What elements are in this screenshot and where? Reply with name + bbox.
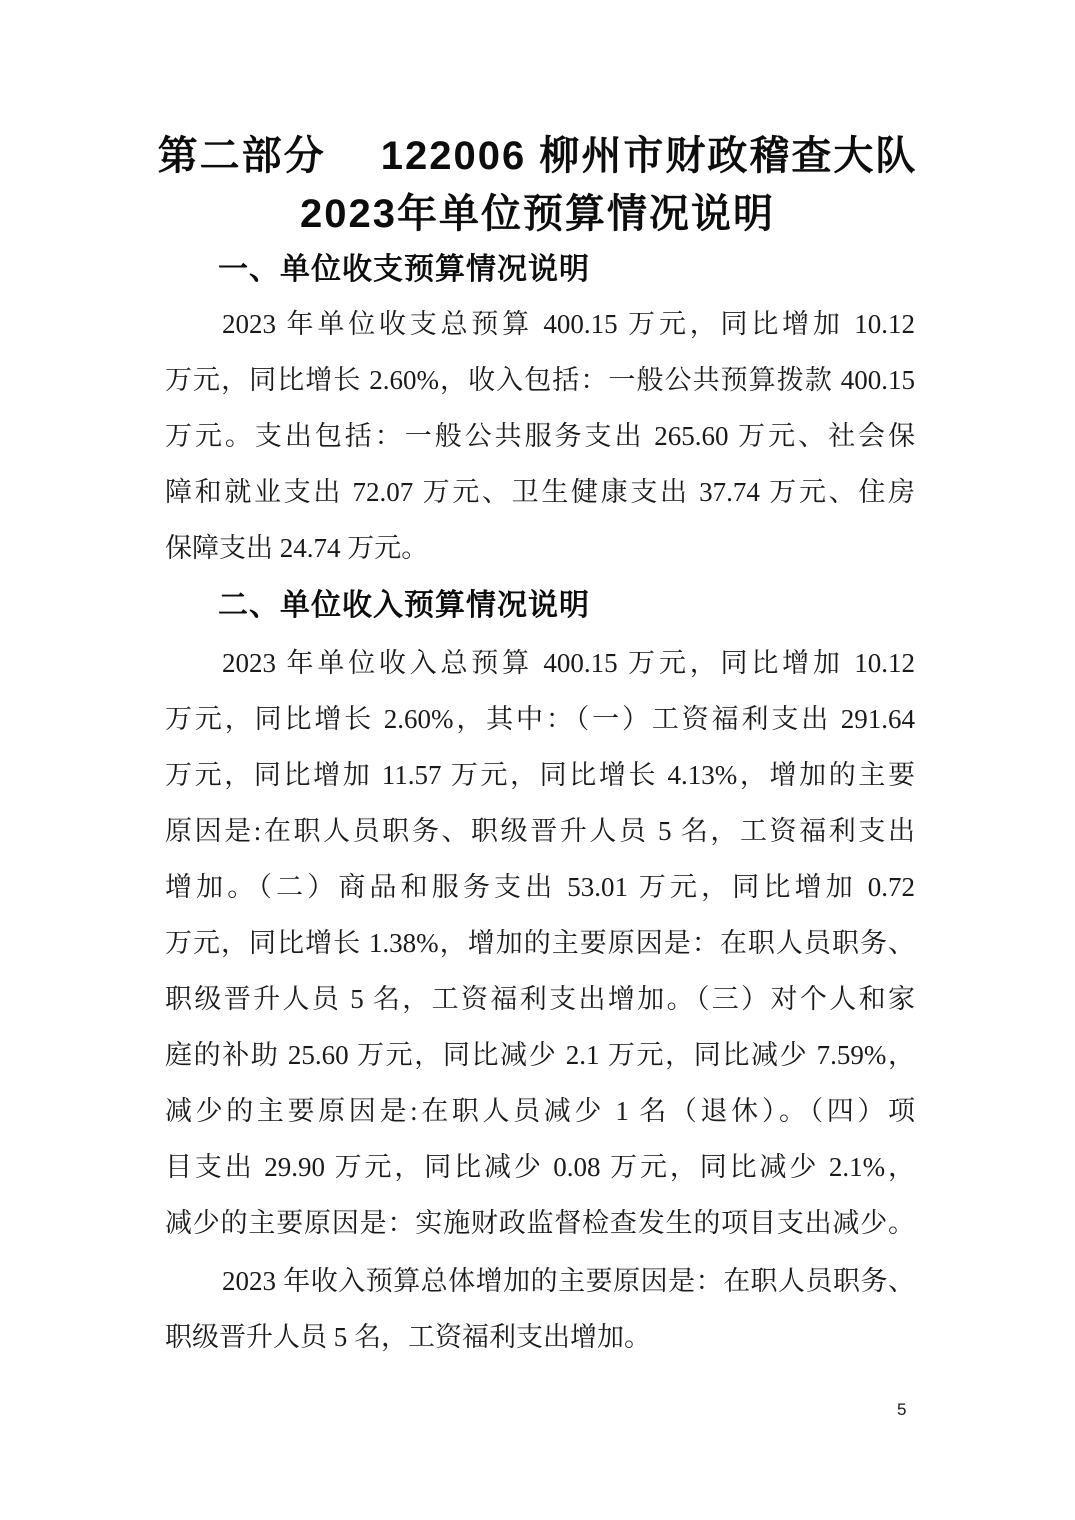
section-2-paragraph-2 <box>165 1253 915 1365</box>
text-line: 障和就业支出 72.07 万元、卫生健康支出 37.74 万元、住房 <box>165 477 915 507</box>
text-line: 庭的补助 25.60 万元，同比减少 2.1 万元，同比减少 7.59%， <box>165 1040 915 1070</box>
text-line: 目支出 29.90 万元，同比减少 0.08 万元，同比减少 2.1%， <box>165 1152 915 1182</box>
text-line: 减少的主要原因是:在职人员减少 1 名（退休）。（四）项 <box>165 1096 915 1126</box>
text-line: 保障支出 24.74 万元。 <box>165 533 429 563</box>
text-line: 2023 年收入预算总体增加的主要原因是：在职人员职务、 <box>222 1266 915 1296</box>
section-1-heading: 一、单位收支预算情况说明 <box>218 253 590 286</box>
text-line: 万元，同比增加 11.57 万元，同比增长 4.13%，增加的主要 <box>165 760 915 790</box>
title-line-1: 第二部分 122006 柳州市财政稽查大队 <box>157 134 918 178</box>
section-2-heading: 二、单位收入预算情况说明 <box>218 589 590 622</box>
text-line: 万元，同比增长 1.38%，增加的主要原因是：在职人员职务、 <box>165 928 915 958</box>
text-line: 万元。支出包括：一般公共服务支出 265.60 万元、社会保 <box>165 421 915 451</box>
text-line: 2023 年单位收支总预算 400.15 万元，同比增加 10.12 <box>222 309 915 339</box>
text-line: 增加。（二）商品和服务支出 53.01 万元，同比增加 0.72 <box>165 872 915 902</box>
title-line-2: 2023年单位预算情况说明 <box>300 192 775 236</box>
text-line: 职级晋升人员 5 名，工资福利支出增加。（三）对个人和家 <box>165 984 915 1014</box>
section-1-paragraph-1 <box>165 296 915 576</box>
document-title <box>0 127 1075 243</box>
text-line: 职级晋升人员 5 名，工资福利支出增加。 <box>165 1322 651 1352</box>
text-line: 减少的主要原因是：实施财政监督检查发生的项目支出减少。 <box>165 1208 915 1238</box>
text-line: 原因是:在职人员职务、职级晋升人员 5 名，工资福利支出 <box>165 816 915 846</box>
text-line: 万元，同比增长 2.60%，其中：（一）工资福利支出 291.64 <box>165 704 915 734</box>
text-line: 万元，同比增长 2.60%，收入包括：一般公共预算拨款 400.15 <box>165 365 915 395</box>
section-2-paragraph-1 <box>165 635 915 1251</box>
text-line: 2023 年单位收入总预算 400.15 万元，同比增加 10.12 <box>222 648 915 678</box>
page-number: 5 <box>897 1400 907 1419</box>
